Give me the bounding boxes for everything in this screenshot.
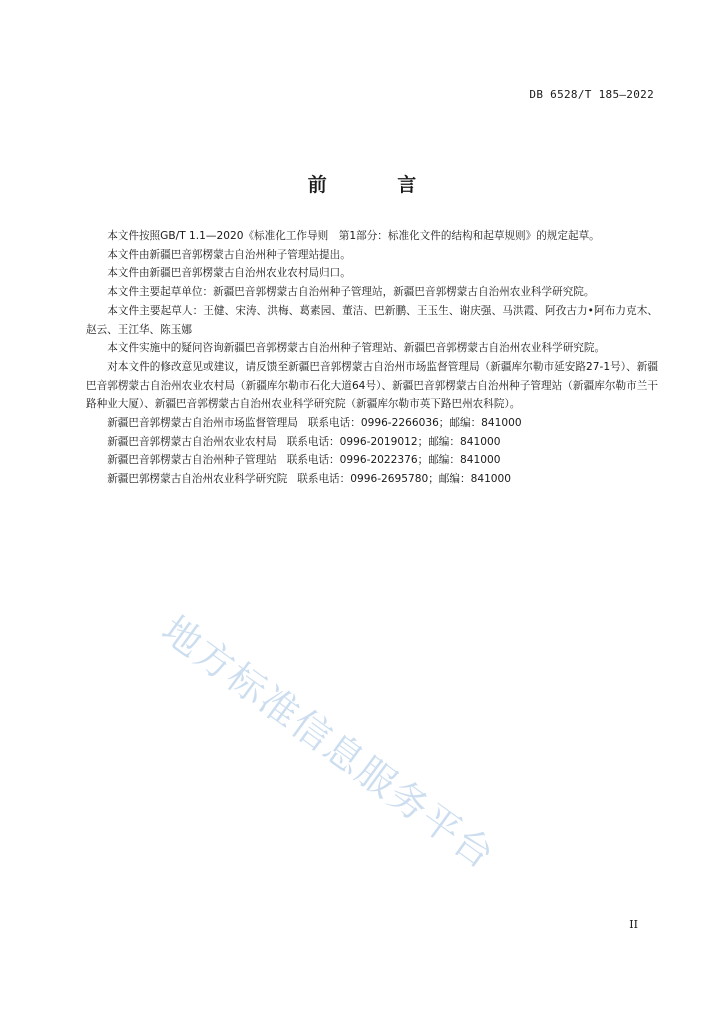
contact-row (86, 414, 658, 433)
paragraph-inquiries: 本文件实施中的疑问咨询新疆巴音郭楞蒙古自治州种子管理站、新疆巴音郭楞蒙古自治州农业科学研究院。 (107, 342, 606, 355)
page-number: II (629, 918, 638, 931)
contact-phone: 联系电话：0996-2019012；邮编：841000 (286, 435, 501, 448)
contact-org: 新疆巴音郭楞蒙古自治州种子管理站 (107, 454, 277, 467)
document-code: DB 6528/T 185—2022 (529, 88, 654, 101)
paragraph-drafting-units: 本文件主要起草单位：新疆巴音郭楞蒙古自治州种子管理站，新疆巴音郭楞蒙古自治州农业科学研究院。 (107, 286, 595, 299)
contact-phone: 联系电话：0996-2022376；邮编：841000 (286, 454, 501, 467)
contact-org: 新疆巴郭楞蒙古自治州农业科学研究院 (107, 473, 288, 486)
paragraph-administrator: 本文件由新疆巴音郭楞蒙古自治州农业农村局归口。 (107, 267, 351, 280)
watermark: 地方标准信息服务平台 (153, 607, 504, 879)
page-title: 前 言 (307, 174, 449, 196)
contact-row (86, 470, 658, 489)
document-body (86, 227, 658, 489)
paragraph-feedback: 对本文件的修改意见或建议，请反馈至新疆巴音郭楞蒙古自治州市场监督管理局（新疆库尔勒市延安路27-1号）、新疆巴音郭楞蒙古自治州农业农村局（新疆库尔勒市石化大道64号）、新疆巴音郭楞蒙古自治州种子管理站（新疆库尔勒市兰干路种业大厦）、新疆巴音郭楞蒙古自治州农业科学研究院（新疆库尔勒市英下路巴州农科院）。 (86, 360, 658, 411)
contact-list (86, 414, 658, 489)
paragraph-drafting-rules: 本文件按照GB/T 1.1—2020《标准化工作导则 第1部分：标准化文件的结构和起草规则》的规定起草。 (107, 230, 600, 242)
contact-org: 新疆巴音郭楞蒙古自治州市场监督管理局 (107, 417, 298, 430)
contact-phone: 联系电话：0996-2695780；邮编：841000 (297, 473, 512, 486)
contact-row (86, 451, 658, 470)
paragraph-proposer: 本文件由新疆巴音郭楞蒙古自治州种子管理站提出。 (107, 248, 351, 261)
contact-phone: 联系电话：0996-2266036；邮编：841000 (307, 417, 522, 430)
contact-org: 新疆巴音郭楞蒙古自治州农业农村局 (107, 435, 277, 448)
contact-row (86, 433, 658, 452)
paragraph-drafters: 本文件主要起草人：王健、宋涛、洪梅、葛素园、董洁、巴新鹏、王玉生、谢庆强、马洪霞、阿孜古力•阿布力克木、赵云、王江华、陈玉娜 (86, 304, 658, 336)
